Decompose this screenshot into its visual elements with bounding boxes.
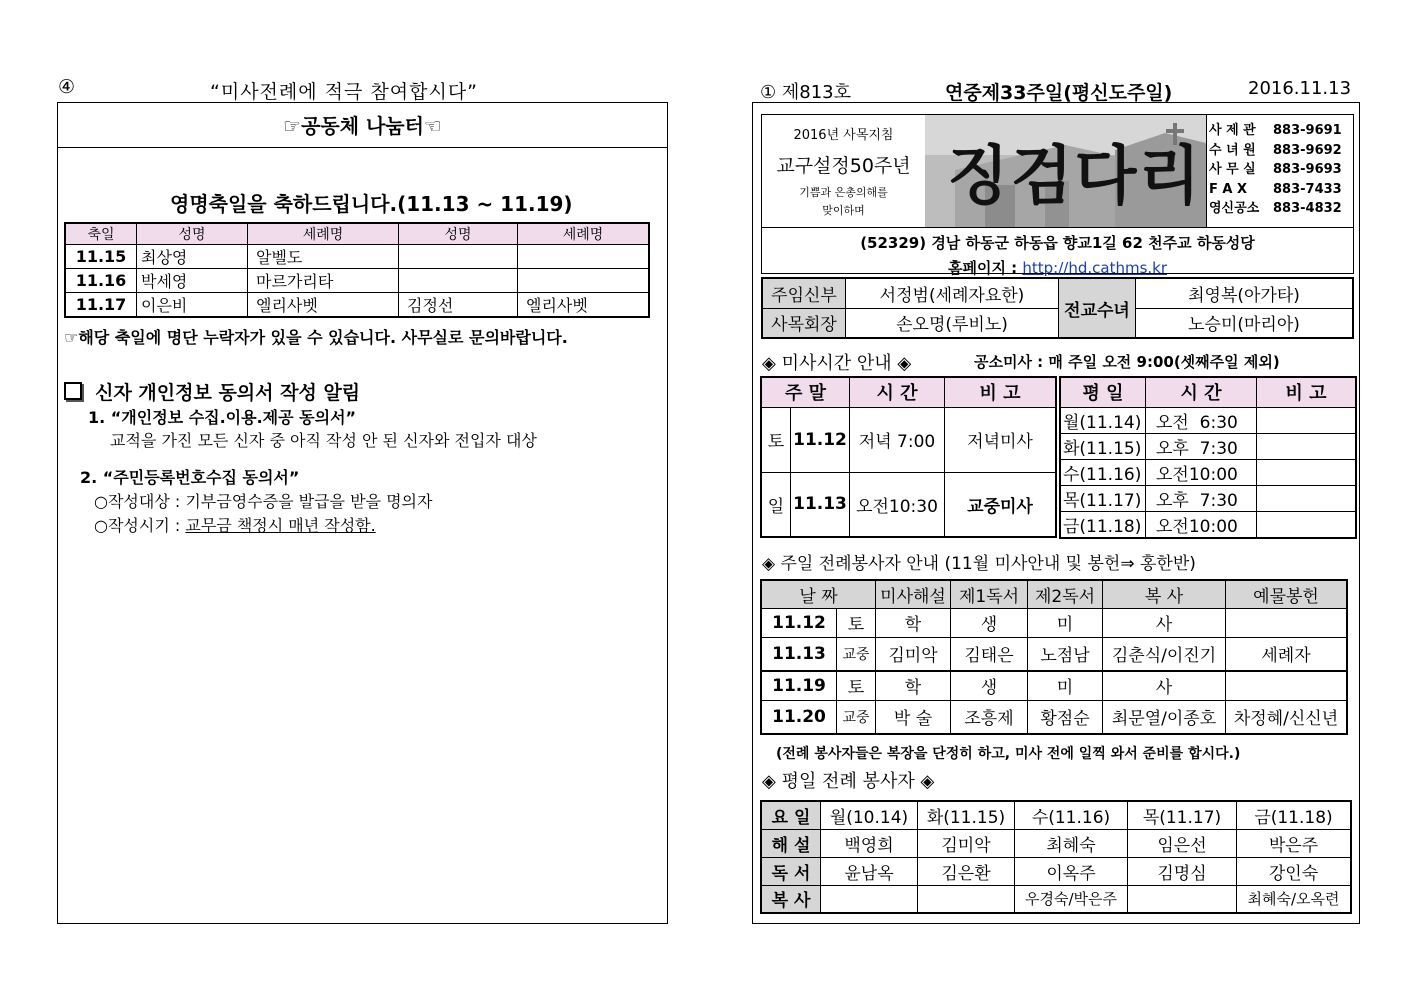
- servers-cell: 조흥제: [951, 700, 1028, 734]
- servers-cell: 김미악: [876, 637, 951, 671]
- feast-note: ☞해당 축일에 명단 누락자가 있을 수 있습니다. 사무실로 문의바랍니다.: [64, 328, 568, 347]
- checkbox-square-icon: [64, 382, 82, 400]
- servers-mass-type: 토: [837, 608, 876, 637]
- feast-name: [399, 245, 518, 269]
- feast-baptism: [518, 245, 650, 269]
- weekday-note: [1257, 485, 1357, 511]
- feast-header: 세례명: [248, 223, 399, 245]
- weekday-servers-header: 요 일: [761, 801, 821, 829]
- logo-banner: [925, 115, 1207, 227]
- contact-row: F A X 883-7433: [1209, 181, 1342, 197]
- feast-header: 축일: [65, 223, 137, 245]
- weekday-servers-row: [761, 857, 1351, 885]
- feast-title: 영명축일을 축하드립니다.(11.13 ~ 11.19): [170, 192, 573, 216]
- weekend-date: 11.12: [791, 407, 850, 472]
- servers-date: 11.19: [761, 671, 837, 700]
- weekday-mass-table: [1059, 376, 1357, 539]
- weekday-servers-cell: 최혜숙/오옥련: [1237, 885, 1352, 913]
- weekday-servers-cell: 임은선: [1128, 829, 1237, 857]
- weekday-row: [1060, 511, 1356, 538]
- feast-baptism: 마르가리타: [248, 269, 399, 293]
- issue-number: ① 제813호: [760, 82, 851, 103]
- pastor-label: 주임신부: [762, 278, 846, 308]
- feast-header: 성명: [137, 223, 248, 245]
- servers-row: [761, 671, 1347, 700]
- servers-mass-type: 토: [837, 671, 876, 700]
- weekend-time: 저녁 7:00: [850, 407, 945, 472]
- contact-row: 영신공소 883-4832: [1209, 201, 1342, 216]
- weekday-row: [1060, 485, 1356, 511]
- weekend-header: 비 고: [945, 377, 1057, 407]
- weekday-header: 시 간: [1146, 377, 1257, 407]
- privacy-title: 신자 개인정보 동의서 작성 알림: [95, 382, 361, 404]
- servers-cell: 차정혜/신신년: [1226, 700, 1348, 734]
- weekday-servers-header: 화(11.15): [918, 801, 1015, 829]
- servers-cell: 김태은: [951, 637, 1028, 671]
- servers-header: 제2독서: [1028, 580, 1103, 608]
- weekend-row: [761, 472, 1056, 537]
- servers-row: [761, 608, 1347, 637]
- feast-baptism: 알벨도: [248, 245, 399, 269]
- servers-cell: 생: [951, 671, 1028, 700]
- servers-title: ◈ 주일 전례봉사자 안내 (11월 미사안내 및 봉헌⇒ 홍한반): [762, 554, 1196, 574]
- feast-baptism: [518, 269, 650, 293]
- issue-date: 2016.11.13: [1248, 78, 1352, 99]
- weekday-servers-cell: 김은환: [918, 857, 1015, 885]
- feast-header: 성명: [399, 223, 518, 245]
- weekday-note: [1257, 459, 1357, 485]
- motto-block: [762, 115, 926, 227]
- privacy-item2-line1: ○작성대상 : 기부금영수증을 발급을 받을 명의자: [94, 492, 433, 511]
- weekend-mass-table: [760, 376, 1057, 538]
- weekend-header: 주 말: [761, 377, 850, 407]
- servers-mass-type: 교중: [837, 700, 876, 734]
- servers-cell: [1226, 608, 1348, 637]
- weekday-servers-cell: 최혜숙: [1015, 829, 1128, 857]
- weekday-time: 오후 7:30: [1146, 433, 1257, 459]
- weekday-servers-cell: [918, 885, 1015, 913]
- weekend-time: 오전10:30: [850, 472, 945, 537]
- sister-label: 전교수녀: [1059, 278, 1136, 338]
- weekend-note: 교중미사: [945, 472, 1057, 537]
- privacy-item1-title: 1. “개인정보 수집.이용.제공 동의서”: [88, 408, 357, 427]
- feast-row: [65, 293, 649, 318]
- staff-table: [761, 277, 1354, 339]
- weekend-day: 일: [761, 472, 791, 537]
- weekday-servers-cell: 김명심: [1128, 857, 1237, 885]
- servers-row: [761, 700, 1347, 734]
- weekday-time: 오전10:00: [1146, 511, 1257, 538]
- mass-title: ◈ 미사시간 안내 ◈: [762, 353, 912, 374]
- feast-name: 이은비: [137, 293, 248, 318]
- feast-name: 박세영: [137, 269, 248, 293]
- servers-date: 11.12: [761, 608, 837, 637]
- feast-row: [65, 245, 649, 269]
- contact-row: 사 무 실 883-9693: [1209, 162, 1342, 177]
- weekday-note: [1257, 433, 1357, 459]
- weekday-header: 평 일: [1060, 377, 1146, 407]
- issue-title: 연중제33주일(평신도주일): [945, 82, 1173, 104]
- servers-header: 예물봉헌: [1226, 580, 1348, 608]
- servers-cell: 최문열/이종호: [1103, 700, 1226, 734]
- weekday-servers-cell: [821, 885, 918, 913]
- servers-mass-type: 교중: [837, 637, 876, 671]
- pastor-name: 서정범(세례자요한): [846, 278, 1059, 308]
- servers-cell: 박 술: [876, 700, 951, 734]
- servers-date: 11.20: [761, 700, 837, 734]
- weekday-servers-cell: 김미악: [918, 829, 1015, 857]
- logo-text: 징검다리: [947, 139, 1203, 214]
- servers-cell: [1226, 671, 1348, 700]
- community-title: ☞공동체 나눔터☜: [58, 103, 667, 148]
- weekend-row: [761, 407, 1056, 472]
- servers-date: 11.13: [761, 637, 837, 671]
- council-name: 손오명(루비노): [846, 308, 1059, 338]
- servers-table: [760, 579, 1348, 735]
- weekday-row: [1060, 433, 1356, 459]
- weekday-servers-role: 독 서: [761, 857, 821, 885]
- sister2-name: 노승미(마리아): [1136, 308, 1354, 338]
- servers-cell: 미: [1028, 608, 1103, 637]
- servers-note: (전례 봉사자들은 복장을 단정히 하고, 미사 전에 일찍 와서 준비를 합시다.): [776, 746, 1241, 762]
- feast-date: 11.17: [65, 293, 137, 318]
- feast-name: 김정선: [399, 293, 518, 318]
- contact-row: 수 녀 원 883-9692: [1209, 142, 1342, 158]
- contacts-block: [1209, 121, 1354, 219]
- weekend-header: 시 간: [850, 377, 945, 407]
- privacy-section: [64, 378, 360, 405]
- servers-header: 미사해설: [876, 580, 951, 608]
- weekday-day: 목(11.17): [1060, 485, 1146, 511]
- weekday-time: 오전 6:30: [1146, 407, 1257, 433]
- servers-cell: 황점순: [1028, 700, 1103, 734]
- privacy-item2-line2-prefix: ○작성시기 :: [94, 516, 186, 535]
- weekday-note: [1257, 511, 1357, 538]
- weekday-servers-table: [760, 800, 1352, 914]
- motto-sub2: 맞이하며: [822, 204, 865, 217]
- mass-note: 공소미사 : 매 주일 오전 9:00(셋째주일 제외): [974, 353, 1280, 371]
- weekday-servers-role: 해 설: [761, 829, 821, 857]
- weekday-servers-cell: 이옥주: [1015, 857, 1128, 885]
- weekday-time: 오전10:00: [1146, 459, 1257, 485]
- church-address: (52329) 경남 하동군 하동읍 향교1길 62 천주교 하동성당: [860, 234, 1255, 252]
- weekday-servers-row: [761, 885, 1351, 913]
- privacy-item2-line2-underlined: 교무금 책정시 매년 작성함.: [185, 516, 376, 535]
- weekday-servers-header: 수(11.16): [1015, 801, 1128, 829]
- weekday-servers-cell: 윤남옥: [821, 857, 918, 885]
- feast-name: 최상영: [137, 245, 248, 269]
- weekday-servers-row: [761, 829, 1351, 857]
- feast-baptism: 엘리사벳: [518, 293, 650, 318]
- servers-cell: 학: [876, 608, 951, 637]
- weekday-servers-title: ◈ 평일 전례 봉사자 ◈: [762, 771, 935, 792]
- weekday-header: 비 고: [1257, 377, 1357, 407]
- address-line: [762, 227, 1353, 278]
- feast-date: 11.15: [65, 245, 137, 269]
- servers-header: 제1독서: [951, 580, 1028, 608]
- weekday-day: 수(11.16): [1060, 459, 1146, 485]
- feast-name: [399, 269, 518, 293]
- weekday-servers-role: 복 사: [761, 885, 821, 913]
- feast-table: [64, 222, 650, 318]
- sister1-name: 최영복(아가타): [1136, 278, 1354, 308]
- council-label: 사목회장: [762, 308, 846, 338]
- weekday-servers-header: 월(10.14): [821, 801, 918, 829]
- weekday-servers-header: 목(11.17): [1128, 801, 1237, 829]
- feast-baptism: 엘리사벳: [248, 293, 399, 318]
- servers-row: [761, 637, 1347, 671]
- weekend-note: 저녁미사: [945, 407, 1057, 472]
- servers-header: 날 짜: [761, 580, 876, 608]
- weekday-day: 화(11.15): [1060, 433, 1146, 459]
- servers-cell: 김춘식/이진기: [1103, 637, 1226, 671]
- privacy-item2-line2: [94, 513, 376, 536]
- servers-cell: 학: [876, 671, 951, 700]
- privacy-item1-desc: 교적을 가진 모든 신자 중 아직 작성 안 된 신자와 전입자 대상: [110, 431, 537, 450]
- motto-main: 교구설정50주년: [776, 155, 911, 177]
- weekday-day: 금(11.18): [1060, 511, 1146, 538]
- contact-row: 사 제 관 883-9691: [1209, 123, 1342, 138]
- weekday-row: [1060, 459, 1356, 485]
- weekend-date: 11.13: [791, 472, 850, 537]
- privacy-item2-title: 2. “주민등록번호수집 동의서”: [80, 468, 300, 487]
- homepage-label: 홈페이지 :: [947, 259, 1023, 277]
- servers-cell: 사: [1103, 608, 1226, 637]
- left-page-number: ④: [58, 76, 76, 98]
- weekday-servers-header: 금(11.18): [1237, 801, 1352, 829]
- motto-year: 2016년 사목지침: [793, 128, 894, 143]
- weekday-note: [1257, 407, 1357, 433]
- weekday-servers-cell: 우경숙/박은주: [1015, 885, 1128, 913]
- homepage-line: [762, 257, 1353, 278]
- feast-row: [65, 269, 649, 293]
- weekday-servers-cell: [1128, 885, 1237, 913]
- servers-cell: 사: [1103, 671, 1226, 700]
- bulletin-header: [761, 114, 1354, 277]
- weekday-servers-cell: 강인숙: [1237, 857, 1352, 885]
- servers-cell: 미: [1028, 671, 1103, 700]
- homepage-link[interactable]: http://hd.cathms.kr: [1022, 259, 1168, 277]
- weekday-row: [1060, 407, 1356, 433]
- servers-cell: 노점남: [1028, 637, 1103, 671]
- weekday-servers-cell: 백영희: [821, 829, 918, 857]
- weekday-time: 오후 7:30: [1146, 485, 1257, 511]
- weekday-servers-cell: 박은주: [1237, 829, 1352, 857]
- servers-cell: 세례자: [1226, 637, 1348, 671]
- weekend-day: 토: [761, 407, 791, 472]
- servers-cell: 생: [951, 608, 1028, 637]
- feast-header: 세례명: [518, 223, 650, 245]
- weekday-day: 월(11.14): [1060, 407, 1146, 433]
- feast-date: 11.16: [65, 269, 137, 293]
- motto-sub1: 기쁨과 은총의해를: [799, 186, 888, 199]
- left-motto: “미사전례에 적극 참여합시다”: [210, 81, 479, 103]
- servers-header: 복 사: [1103, 580, 1226, 608]
